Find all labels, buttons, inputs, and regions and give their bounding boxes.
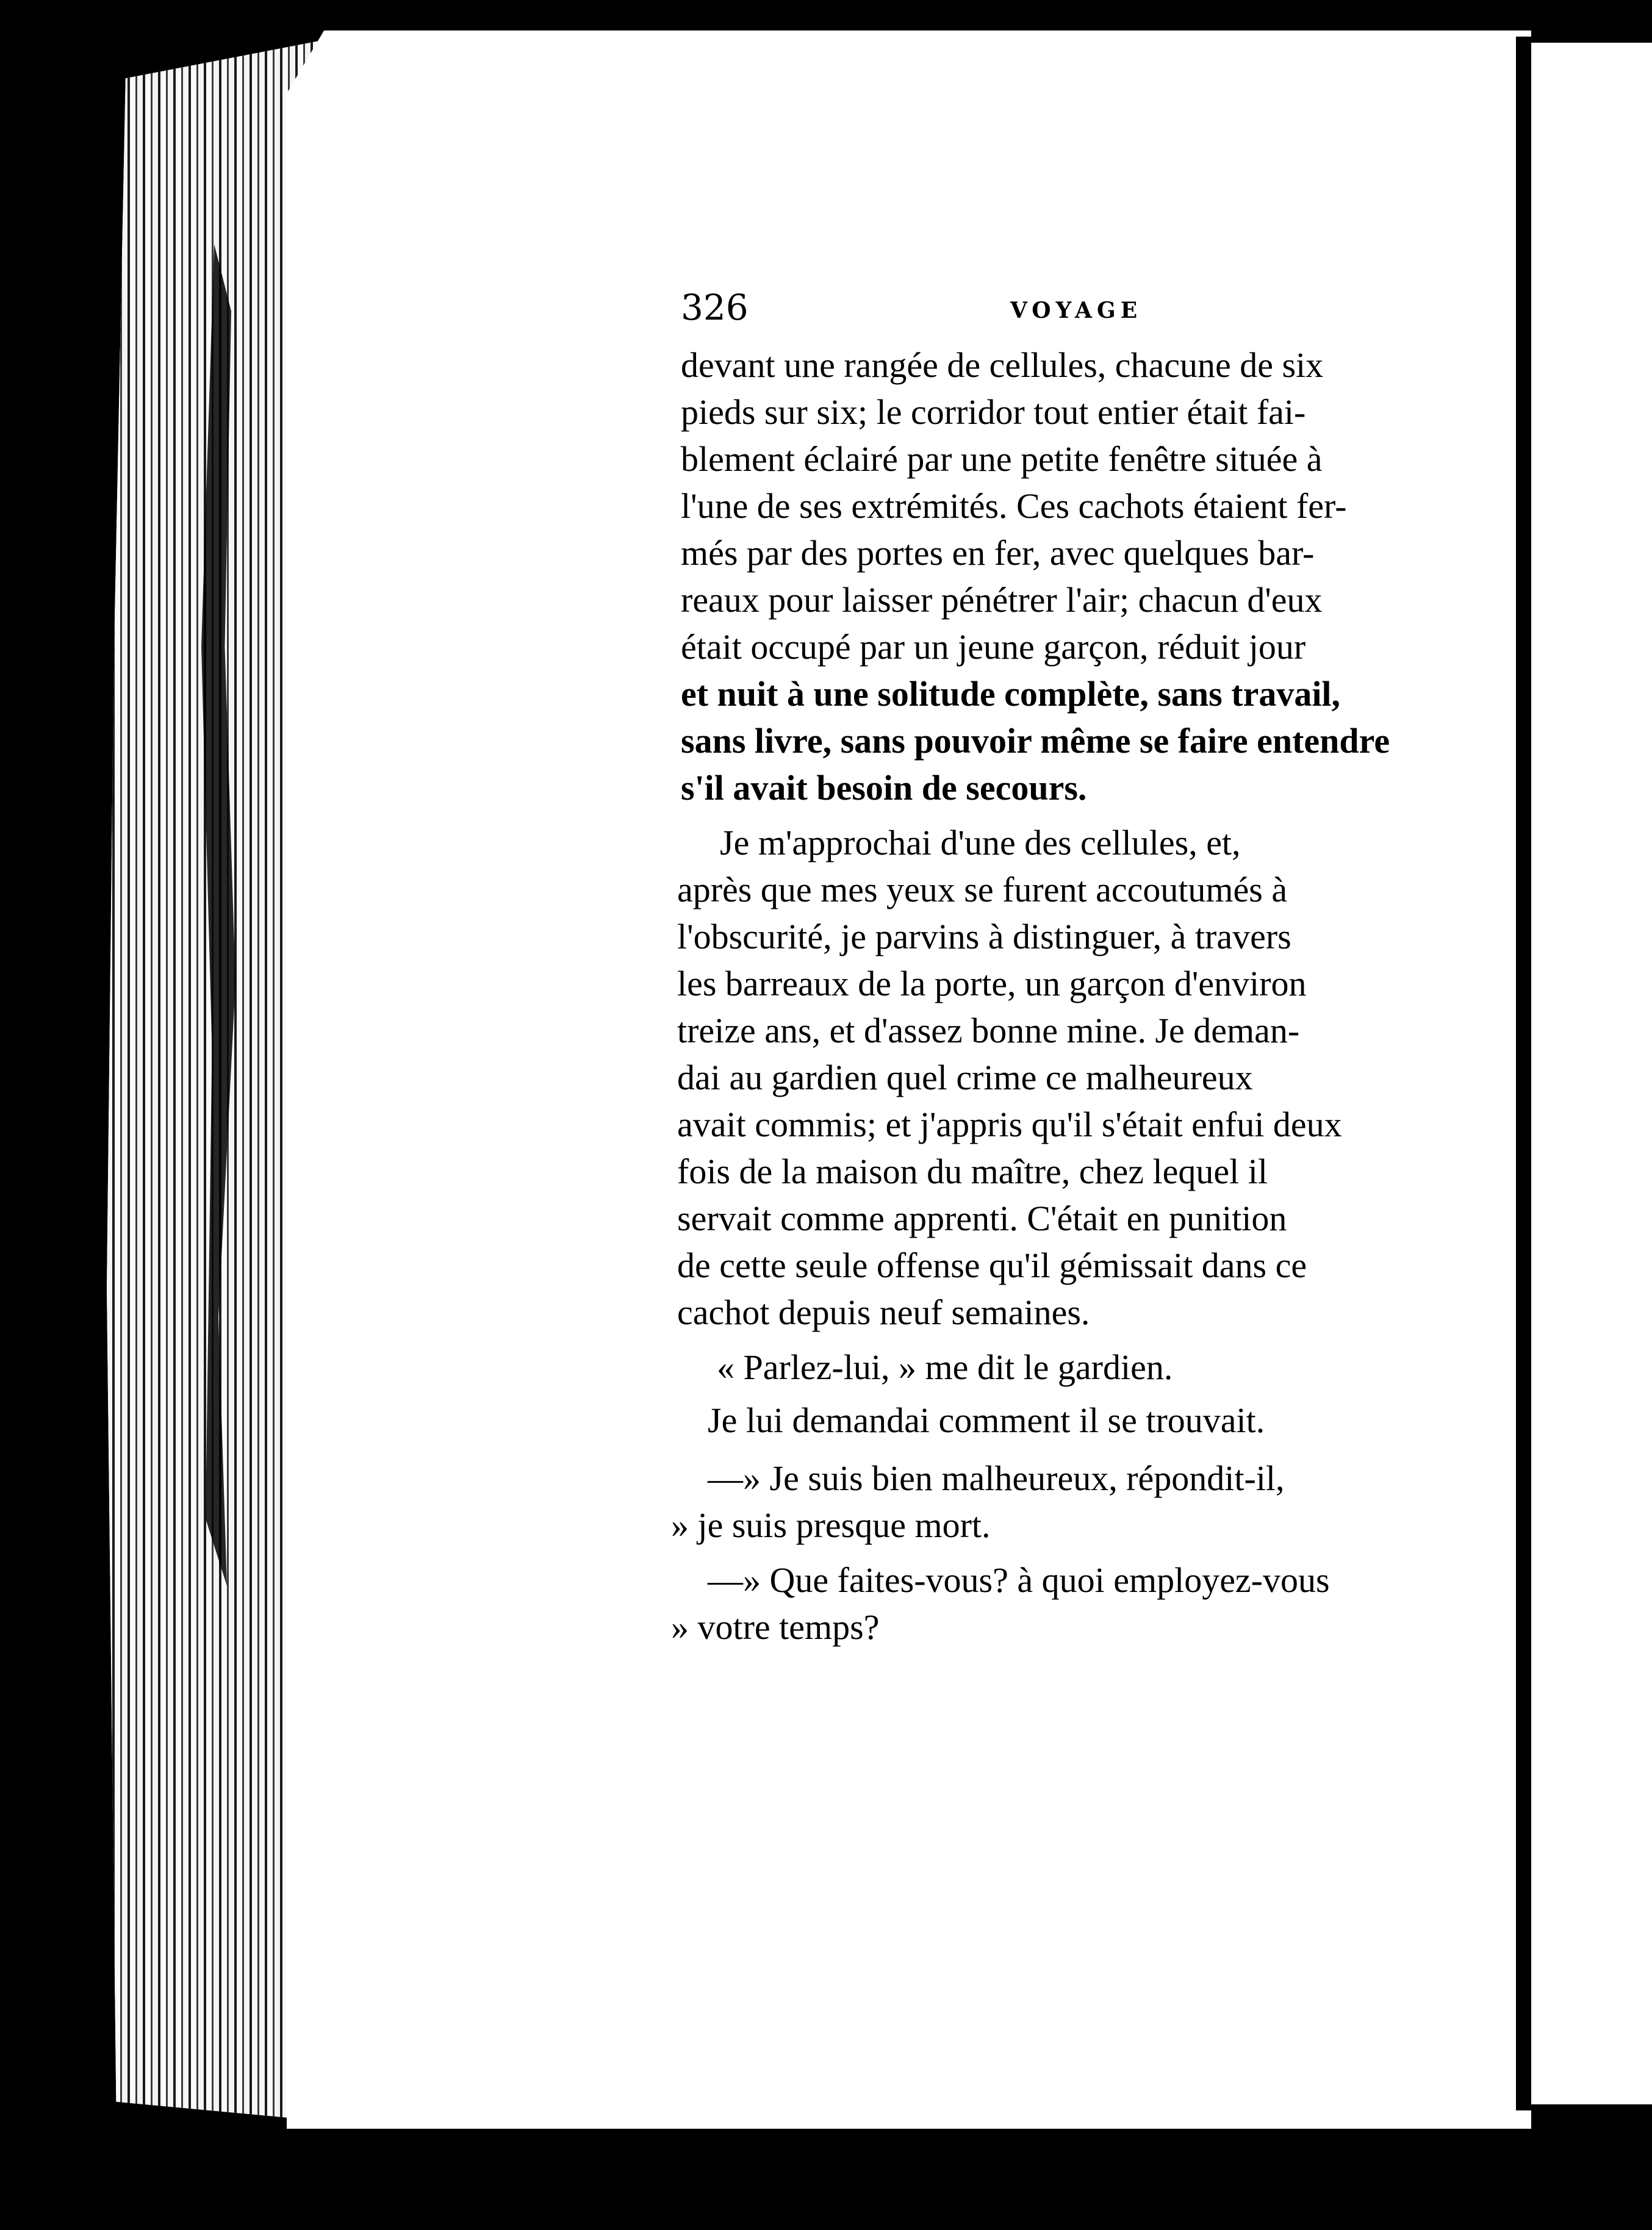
text-line: dai au gardien quel crime ce malheureux [677,1058,1253,1097]
text-line: Je lui demandai comment il se trouvait. [708,1400,1265,1440]
text-line: l'une de ses extrémités. Ces cachots étaient fer- [681,486,1347,526]
text-line: fois de la maison du maître, chez lequel il [677,1152,1268,1191]
page-header [681,287,1401,329]
text-line: » votre temps? [671,1607,880,1647]
page-number: 326 [681,287,749,328]
text-line: avait commis; et j'appris qu'il s'était enfui deux [677,1105,1342,1144]
running-title: VOYAGE [1010,298,1143,323]
text-line: reaux pour laisser pénétrer l'air; chacun d'eux [681,580,1323,620]
text-line: blement éclairé par une petite fenêtre située à [681,439,1323,479]
text-line: pieds sur six; le corridor tout entier était fai- [681,392,1306,432]
text-line: cachot depuis neuf semaines. [677,1292,1090,1332]
text-line: de cette seule offense qu'il gémissait dans ce [677,1246,1307,1285]
text-line: servait comme apprenti. C'était en punition [677,1199,1287,1238]
text-line: Je m'approchai d'une des cellules, et, [720,823,1241,862]
text-line: après que mes yeux se furent accoutumés à [677,870,1288,909]
text-line: et nuit à une solitude complète, sans travail, [681,674,1341,714]
text-line: l'obscurité, je parvins à distinguer, à travers [677,917,1291,956]
text-line: —» Que faites-vous? à quoi employez-vous [708,1560,1330,1600]
text-line: « Parlez-lui, » me dit le gardien. [717,1347,1173,1387]
text-line: était occupé par un jeune garçon, réduit jour [681,627,1306,667]
text-line: s'il avait besoin de secours. [681,768,1087,808]
text-line: —» Je suis bien malheureux, répondit-il, [708,1458,1285,1498]
text-line: treize ans, et d'assez bonne mine. Je deman- [677,1011,1300,1050]
text-line: devant une rangée de cellules, chacune de six [681,345,1324,385]
text-line: sans livre, sans pouvoir même se faire entendre [681,721,1390,761]
text-line: » je suis presque mort. [671,1505,991,1545]
gutter [1516,37,1531,2110]
next-page-strip [1531,43,1652,2104]
text-line: les barreaux de la porte, un garçon d'environ [677,964,1307,1003]
text-line: més par des portes en fer, avec quelques bar- [681,533,1315,573]
